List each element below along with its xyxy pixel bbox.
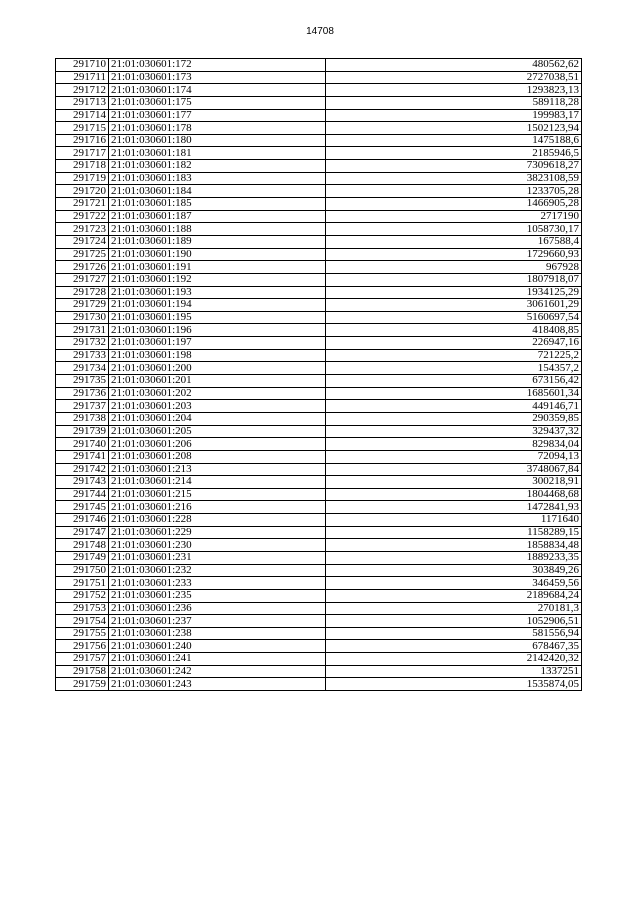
table-row [56,362,582,375]
cadastral-value-cell: 1729660,93 [326,248,582,261]
cadastral-value-cell: 678467,35 [326,640,582,653]
row-number-cell: 291757 [56,653,109,666]
table-row [56,59,582,72]
cadastral-number-cell: 21:01:030601:196 [109,324,326,337]
cadastral-value-cell: 1804468,68 [326,488,582,501]
row-number-cell: 291748 [56,539,109,552]
cadastral-value-cell: 673156,42 [326,375,582,388]
cadastral-number-cell: 21:01:030601:240 [109,640,326,653]
cadastral-number-cell: 21:01:030601:192 [109,273,326,286]
cadastral-number-cell: 21:01:030601:184 [109,185,326,198]
cadastral-number-cell: 21:01:030601:203 [109,400,326,413]
table-row [56,96,582,109]
row-number-cell: 291732 [56,337,109,350]
cadastral-number-cell: 21:01:030601:232 [109,564,326,577]
table-row [56,375,582,388]
cadastral-value-cell: 589118,28 [326,96,582,109]
cadastral-value-cell: 270181,3 [326,602,582,615]
table-row [56,273,582,286]
cadastral-value-cell: 199983,17 [326,109,582,122]
row-number-cell: 291756 [56,640,109,653]
cadastral-value-cell: 3823108,59 [326,172,582,185]
row-number-cell: 291713 [56,96,109,109]
cadastral-value-cell: 346459,56 [326,577,582,590]
cadastral-number-cell: 21:01:030601:189 [109,235,326,248]
row-number-cell: 291754 [56,615,109,628]
row-number-cell: 291750 [56,564,109,577]
cadastral-value-cell: 2185946,5 [326,147,582,160]
cadastral-value-cell: 1052906,51 [326,615,582,628]
cadastral-value-cell: 3061601,29 [326,299,582,312]
table-row [56,71,582,84]
row-number-cell: 291728 [56,286,109,299]
row-number-cell: 291749 [56,551,109,564]
row-number-cell: 291736 [56,387,109,400]
cadastral-value-cell: 2717190 [326,210,582,223]
cadastral-value-cell: 449146,71 [326,400,582,413]
row-number-cell: 291733 [56,349,109,362]
cadastral-value-cell: 167588,4 [326,235,582,248]
row-number-cell: 291727 [56,273,109,286]
cadastral-value-cell: 1058730,17 [326,223,582,236]
cadastral-value-cell: 1807918,07 [326,273,582,286]
row-number-cell: 291714 [56,109,109,122]
table-row [56,147,582,160]
row-number-cell: 291719 [56,172,109,185]
cadastral-value-cell: 1685601,34 [326,387,582,400]
cadastral-number-cell: 21:01:030601:236 [109,602,326,615]
cadastral-value-cell: 1472841,93 [326,501,582,514]
row-number-cell: 291715 [56,122,109,135]
row-number-cell: 291730 [56,311,109,324]
table-row [56,539,582,552]
cadastral-value-cell: 329437,32 [326,425,582,438]
cadastral-number-cell: 21:01:030601:237 [109,615,326,628]
cadastral-value-cell: 1889233,35 [326,551,582,564]
cadastral-number-cell: 21:01:030601:229 [109,526,326,539]
row-number-cell: 291718 [56,160,109,173]
cadastral-value-cell: 2727038,51 [326,71,582,84]
cadastral-number-cell: 21:01:030601:172 [109,59,326,72]
cadastral-number-cell: 21:01:030601:233 [109,577,326,590]
cadastral-number-cell: 21:01:030601:205 [109,425,326,438]
cadastral-value-cell: 581556,94 [326,627,582,640]
cadastral-value-cell: 418408,85 [326,324,582,337]
cadastral-number-cell: 21:01:030601:187 [109,210,326,223]
cadastral-value-cell: 721225,2 [326,349,582,362]
table-row [56,172,582,185]
cadastral-value-cell: 1858834,48 [326,539,582,552]
cadastral-number-cell: 21:01:030601:241 [109,653,326,666]
cadastral-number-cell: 21:01:030601:208 [109,450,326,463]
table-row [56,337,582,350]
cadastral-value-cell: 300218,91 [326,476,582,489]
row-number-cell: 291722 [56,210,109,223]
row-number-cell: 291759 [56,678,109,691]
table-row [56,501,582,514]
cadastral-number-cell: 21:01:030601:191 [109,261,326,274]
table-row [56,185,582,198]
cadastral-number-cell: 21:01:030601:230 [109,539,326,552]
cadastral-value-cell: 1466905,28 [326,198,582,211]
cadastral-value-cell: 303849,26 [326,564,582,577]
row-number-cell: 291739 [56,425,109,438]
cadastral-number-cell: 21:01:030601:201 [109,375,326,388]
row-number-cell: 291712 [56,84,109,97]
row-number-cell: 291716 [56,134,109,147]
row-number-cell: 291711 [56,71,109,84]
cadastral-value-cell: 2189684,24 [326,589,582,602]
cadastral-number-cell: 21:01:030601:215 [109,488,326,501]
row-number-cell: 291753 [56,602,109,615]
table-row [56,526,582,539]
cadastral-number-cell: 21:01:030601:231 [109,551,326,564]
table-row [56,602,582,615]
cadastral-value-cell: 1502123,94 [326,122,582,135]
row-number-cell: 291717 [56,147,109,160]
cadastral-number-cell: 21:01:030601:214 [109,476,326,489]
cadastral-number-cell: 21:01:030601:206 [109,438,326,451]
row-number-cell: 291721 [56,198,109,211]
table-row [56,476,582,489]
cadastral-number-cell: 21:01:030601:242 [109,665,326,678]
cadastral-value-cell: 3748067,84 [326,463,582,476]
cadastral-value-table [55,58,582,691]
row-number-cell: 291738 [56,412,109,425]
cadastral-number-cell: 21:01:030601:197 [109,337,326,350]
cadastral-number-cell: 21:01:030601:182 [109,160,326,173]
table-row [56,514,582,527]
row-number-cell: 291731 [56,324,109,337]
table-row [56,577,582,590]
table-row [56,223,582,236]
table-row [56,488,582,501]
cadastral-number-cell: 21:01:030601:195 [109,311,326,324]
cadastral-value-cell: 1233705,28 [326,185,582,198]
row-number-cell: 291737 [56,400,109,413]
table-row [56,286,582,299]
cadastral-value-cell: 967928 [326,261,582,274]
cadastral-number-cell: 21:01:030601:243 [109,678,326,691]
table-row [56,564,582,577]
cadastral-value-cell: 480562,62 [326,59,582,72]
table-row [56,589,582,602]
row-number-cell: 291747 [56,526,109,539]
table-row [56,311,582,324]
table-body [56,59,582,691]
row-number-cell: 291740 [56,438,109,451]
table-row [56,235,582,248]
cadastral-value-cell: 1535874,05 [326,678,582,691]
cadastral-number-cell: 21:01:030601:174 [109,84,326,97]
cadastral-value-cell: 1337251 [326,665,582,678]
cadastral-number-cell: 21:01:030601:190 [109,248,326,261]
row-number-cell: 291758 [56,665,109,678]
cadastral-number-cell: 21:01:030601:216 [109,501,326,514]
table-row [56,640,582,653]
cadastral-value-cell: 7309618,27 [326,160,582,173]
cadastral-number-cell: 21:01:030601:193 [109,286,326,299]
cadastral-value-cell: 72094,13 [326,450,582,463]
row-number-cell: 291755 [56,627,109,640]
row-number-cell: 291741 [56,450,109,463]
row-number-cell: 291724 [56,235,109,248]
cadastral-number-cell: 21:01:030601:173 [109,71,326,84]
cadastral-number-cell: 21:01:030601:235 [109,589,326,602]
cadastral-number-cell: 21:01:030601:202 [109,387,326,400]
cadastral-value-cell: 1934125,29 [326,286,582,299]
table-row [56,438,582,451]
row-number-cell: 291746 [56,514,109,527]
cadastral-number-cell: 21:01:030601:175 [109,96,326,109]
table-row [56,627,582,640]
cadastral-number-cell: 21:01:030601:238 [109,627,326,640]
cadastral-number-cell: 21:01:030601:228 [109,514,326,527]
row-number-cell: 291744 [56,488,109,501]
cadastral-value-cell: 2142420,32 [326,653,582,666]
cadastral-number-cell: 21:01:030601:194 [109,299,326,312]
table-row [56,122,582,135]
cadastral-value-cell: 1158289,15 [326,526,582,539]
cadastral-value-cell: 154357,2 [326,362,582,375]
table-row [56,653,582,666]
cadastral-value-cell: 226947,16 [326,337,582,350]
table-row [56,198,582,211]
row-number-cell: 291752 [56,589,109,602]
table-row [56,665,582,678]
table-row [56,324,582,337]
table-row [56,109,582,122]
row-number-cell: 291729 [56,299,109,312]
cadastral-number-cell: 21:01:030601:178 [109,122,326,135]
table-row [56,678,582,691]
cadastral-value-cell: 1293823,13 [326,84,582,97]
cadastral-number-cell: 21:01:030601:200 [109,362,326,375]
table-row [56,425,582,438]
cadastral-number-cell: 21:01:030601:213 [109,463,326,476]
table-row [56,134,582,147]
table-row [56,210,582,223]
cadastral-number-cell: 21:01:030601:180 [109,134,326,147]
cadastral-value-cell: 290359,85 [326,412,582,425]
table-row [56,349,582,362]
table-row [56,412,582,425]
row-number-cell: 291742 [56,463,109,476]
page-number: 14708 [306,26,334,37]
table-row [56,261,582,274]
cadastral-number-cell: 21:01:030601:204 [109,412,326,425]
table-row [56,400,582,413]
row-number-cell: 291710 [56,59,109,72]
row-number-cell: 291720 [56,185,109,198]
cadastral-number-cell: 21:01:030601:185 [109,198,326,211]
row-number-cell: 291725 [56,248,109,261]
table-row [56,463,582,476]
row-number-cell: 291734 [56,362,109,375]
cadastral-value-cell: 829834,04 [326,438,582,451]
cadastral-value-cell: 5160697,54 [326,311,582,324]
row-number-cell: 291735 [56,375,109,388]
cadastral-number-cell: 21:01:030601:181 [109,147,326,160]
table-row [56,551,582,564]
row-number-cell: 291751 [56,577,109,590]
cadastral-value-cell: 1171640 [326,514,582,527]
cadastral-number-cell: 21:01:030601:198 [109,349,326,362]
table-row [56,84,582,97]
table-row [56,615,582,628]
row-number-cell: 291743 [56,476,109,489]
cadastral-value-cell: 1475188,6 [326,134,582,147]
table-row [56,160,582,173]
table-row [56,387,582,400]
row-number-cell: 291726 [56,261,109,274]
row-number-cell: 291723 [56,223,109,236]
row-number-cell: 291745 [56,501,109,514]
table-row [56,299,582,312]
table-row [56,248,582,261]
cadastral-number-cell: 21:01:030601:188 [109,223,326,236]
table-row [56,450,582,463]
cadastral-number-cell: 21:01:030601:177 [109,109,326,122]
cadastral-number-cell: 21:01:030601:183 [109,172,326,185]
